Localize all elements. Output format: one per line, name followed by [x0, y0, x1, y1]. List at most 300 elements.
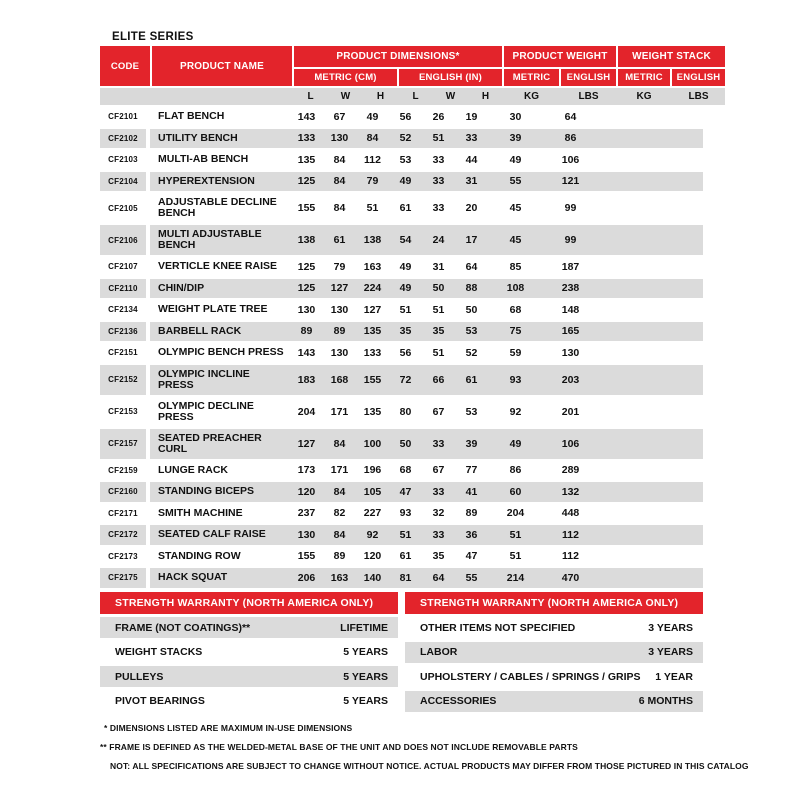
spec-cell-value: 112 — [562, 528, 579, 541]
spec-cell-value — [650, 322, 703, 342]
spec-cell-value: 93 — [399, 507, 412, 520]
spec-cell-value: 55 — [509, 175, 522, 188]
spec-cell-code: CF2171 — [100, 504, 150, 524]
spec-cell-value: 51 — [509, 528, 522, 541]
spec-cell-value: 59 — [509, 346, 522, 359]
spec-cell-value: 33 — [432, 528, 445, 541]
unit-label: LBS — [688, 91, 709, 102]
spec-row — [100, 343, 703, 363]
warranty-row — [100, 642, 398, 663]
warranty-item-value: 5 YEARS — [343, 670, 388, 683]
spec-cell-code: CF2160 — [100, 482, 150, 502]
spec-cell-value: 173 — [297, 464, 316, 477]
warranty-right-title: STRENGTH WARRANTY (NORTH AMERICA ONLY) — [405, 592, 703, 614]
spec-cell-value: 67 — [432, 405, 445, 418]
spec-cell-value: 88 — [465, 282, 478, 295]
spec-cell-value — [598, 525, 650, 545]
unit-label: H — [481, 91, 490, 102]
unit-label: KG — [636, 91, 652, 102]
spec-cell-value: 121 — [561, 175, 580, 188]
spec-cell-value: 35 — [432, 325, 445, 338]
spec-cell-value: 56 — [399, 110, 412, 123]
spec-cell-value: 204 — [506, 507, 525, 520]
spec-cell-value: 53 — [465, 405, 478, 418]
unit-label: W — [445, 91, 456, 102]
spec-row — [100, 365, 703, 395]
spec-cell-code: CF2172 — [100, 525, 150, 545]
spec-cell-value: 163 — [363, 260, 382, 273]
spec-cell-product-name: FLAT BENCH — [158, 110, 225, 123]
spec-cell-value — [650, 397, 703, 427]
spec-cell-value: 183 — [297, 373, 316, 386]
spec-cell-value: 138 — [363, 234, 382, 246]
spec-cell-value: 33 — [432, 485, 445, 498]
warranty-section — [100, 592, 703, 712]
spec-cell-code: CF2102 — [100, 129, 150, 149]
spec-cell-code: CF2107 — [100, 257, 150, 277]
spec-row — [100, 150, 703, 170]
col-header-weight-metric: METRIC — [504, 69, 559, 86]
spec-cell-code: CF2151 — [100, 343, 150, 363]
spec-row — [100, 397, 703, 427]
col-header-weight-stack: WEIGHT STACK — [618, 46, 725, 67]
spec-row — [100, 193, 703, 223]
spec-cell-value: 33 — [465, 132, 478, 145]
spec-cell-value: 196 — [363, 464, 382, 477]
warranty-table-left — [100, 592, 398, 712]
spec-cell-value: 214 — [506, 571, 525, 584]
spec-cell-value — [650, 547, 703, 567]
spec-cell-value: 125 — [297, 175, 316, 188]
spec-cell-code: CF2110 — [100, 279, 150, 299]
spec-cell-value: 33 — [432, 153, 445, 166]
spec-cell-value: 79 — [366, 175, 379, 188]
col-header-code: CODE — [100, 46, 150, 86]
spec-row — [100, 504, 703, 524]
warranty-row — [405, 666, 703, 687]
warranty-row — [405, 617, 703, 638]
spec-cell-value: 49 — [509, 437, 522, 450]
spec-cell-code: CF2106 — [100, 225, 150, 255]
spec-row — [100, 547, 703, 567]
spec-cell-value — [598, 107, 650, 127]
spec-cell-code: CF2153 — [100, 397, 150, 427]
spec-cell-value — [598, 461, 650, 481]
spec-cell-value: 84 — [333, 202, 346, 214]
series-title: ELITE SERIES — [112, 31, 194, 43]
warranty-left-title: STRENGTH WARRANTY (NORTH AMERICA ONLY) — [100, 592, 398, 614]
spec-cell-value — [598, 193, 650, 223]
spec-cell-value: 84 — [366, 132, 379, 145]
unit-label: LBS — [578, 91, 599, 102]
spec-cell-value: 155 — [297, 550, 316, 563]
spec-cell-value: 51 — [399, 303, 412, 316]
spec-cell-product-name: STANDING ROW — [158, 549, 241, 562]
spec-cell-value — [598, 429, 650, 459]
spec-cell-value: 49 — [399, 175, 412, 188]
spec-cell-value: 32 — [432, 507, 445, 520]
spec-cell-value — [598, 482, 650, 502]
spec-cell-value: 51 — [432, 132, 445, 145]
spec-cell-value: 26 — [432, 110, 445, 123]
spec-cell-code: CF2152 — [100, 365, 150, 395]
warranty-item-label: FRAME (NOT COATINGS)** — [115, 621, 251, 634]
spec-cell-code: CF2173 — [100, 547, 150, 567]
spec-row — [100, 107, 703, 127]
spec-table-header — [100, 46, 721, 105]
spec-row — [100, 482, 703, 502]
spec-cell-value: 51 — [399, 528, 412, 541]
spec-cell-product-name: WEIGHT PLATE TREE — [158, 303, 268, 316]
spec-cell-value: 89 — [333, 550, 346, 563]
spec-cell-value — [598, 257, 650, 277]
warranty-item-label: OTHER ITEMS NOT SPECIFIED — [420, 621, 576, 634]
warranty-row — [100, 666, 398, 687]
spec-cell-value: 130 — [297, 528, 316, 541]
spec-row — [100, 461, 703, 481]
col-header-english-in: ENGLISH (IN) — [399, 69, 502, 86]
spec-cell-value — [650, 504, 703, 524]
col-header-product-name: PRODUCT NAME — [152, 46, 292, 86]
spec-cell-value: 163 — [330, 571, 349, 584]
spec-cell-value — [598, 300, 650, 320]
spec-cell-code: CF2105 — [100, 193, 150, 223]
spec-cell-product-name: SMITH MACHINE — [158, 506, 243, 519]
spec-cell-code: CF2159 — [100, 461, 150, 481]
spec-cell-value: 75 — [509, 325, 522, 338]
spec-cell-value: 68 — [399, 464, 412, 477]
spec-cell-value — [650, 129, 703, 149]
spec-cell-value: 135 — [297, 153, 316, 166]
spec-cell-value: 47 — [399, 485, 412, 498]
spec-table-body — [100, 107, 703, 588]
spec-cell-value: 148 — [561, 303, 580, 316]
spec-cell-value: 60 — [509, 485, 522, 498]
spec-cell-value: 52 — [465, 346, 478, 359]
spec-cell-value: 133 — [297, 132, 316, 145]
spec-cell-value: 143 — [297, 346, 316, 359]
warranty-row — [100, 691, 398, 712]
spec-cell-value — [598, 172, 650, 192]
spec-row — [100, 568, 703, 588]
spec-cell-value — [650, 300, 703, 320]
spec-cell-value: 61 — [333, 234, 346, 246]
spec-cell-value: 127 — [297, 437, 316, 450]
spec-cell-value: 125 — [297, 260, 316, 273]
spec-cell-value: 155 — [363, 373, 382, 386]
spec-cell-value: 138 — [297, 234, 316, 246]
spec-cell-value: 56 — [399, 346, 412, 359]
spec-cell-value: 99 — [564, 234, 577, 246]
spec-cell-value — [650, 193, 703, 223]
spec-cell-value: 204 — [297, 405, 316, 418]
spec-cell-value — [650, 568, 703, 588]
warranty-item-value: 3 YEARS — [648, 646, 693, 658]
spec-cell-value: 35 — [432, 550, 445, 563]
spec-cell-value: 171 — [330, 405, 349, 418]
spec-cell-value: 51 — [366, 202, 379, 214]
spec-cell-value: 89 — [465, 507, 478, 520]
spec-cell-value: 127 — [363, 303, 382, 316]
spec-cell-value: 106 — [561, 153, 580, 166]
spec-cell-code: CF2104 — [100, 172, 150, 192]
spec-cell-value: 68 — [509, 303, 522, 316]
spec-cell-value — [650, 225, 703, 255]
unit-label: KG — [524, 91, 539, 102]
warranty-item-value: 5 YEARS — [343, 695, 388, 707]
spec-cell-value: 93 — [509, 373, 522, 386]
spec-cell-value: 84 — [333, 175, 346, 188]
spec-cell-value: 106 — [561, 437, 580, 450]
spec-cell-product-name: OLYMPIC INCLINE PRESS — [158, 367, 250, 391]
warranty-item-value: 1 YEAR — [655, 670, 693, 683]
spec-cell-value: 86 — [564, 132, 577, 145]
spec-cell-value: 89 — [333, 325, 346, 338]
spec-cell-product-name: STANDING BICEPS — [158, 485, 255, 498]
catalog-page — [100, 31, 749, 780]
spec-cell-value — [598, 150, 650, 170]
spec-cell-value: 41 — [465, 485, 478, 498]
spec-row — [100, 429, 703, 459]
spec-cell-value: 39 — [509, 132, 522, 145]
spec-cell-product-name: HYPEREXTENSION — [158, 174, 255, 187]
col-header-product-weight: PRODUCT WEIGHT — [504, 46, 616, 67]
spec-cell-value: 61 — [399, 550, 412, 563]
spec-cell-value: 49 — [509, 153, 522, 166]
spec-cell-product-name: LUNGE RACK — [158, 463, 228, 476]
spec-cell-value: 125 — [297, 282, 316, 295]
spec-cell-value: 130 — [561, 346, 580, 359]
spec-cell-value: 45 — [509, 234, 522, 246]
spec-cell-value: 127 — [330, 282, 349, 295]
spec-cell-value: 31 — [465, 175, 478, 188]
spec-cell-product-name: MULTI-AB BENCH — [158, 153, 249, 166]
warranty-item-value: LIFETIME — [340, 621, 388, 634]
warranty-item-label: PIVOT BEARINGS — [115, 695, 205, 707]
spec-cell-value — [598, 279, 650, 299]
spec-cell-value: 44 — [465, 153, 478, 166]
spec-cell-value: 135 — [363, 405, 382, 418]
spec-cell-value: 84 — [333, 528, 346, 541]
warranty-item-label: PULLEYS — [115, 670, 164, 683]
unit-label: W — [340, 91, 351, 102]
spec-cell-value: 133 — [363, 346, 382, 359]
spec-cell-value: 77 — [465, 464, 478, 477]
spec-cell-value: 130 — [297, 303, 316, 316]
spec-cell-value: 132 — [561, 485, 580, 498]
spec-cell-product-name: SEATED PREACHER CURL — [158, 431, 262, 455]
spec-cell-code: CF2134 — [100, 300, 150, 320]
spec-cell-value: 47 — [465, 550, 478, 563]
spec-cell-value: 130 — [330, 132, 349, 145]
col-header-stack-metric: METRIC — [618, 69, 670, 86]
spec-cell-value: 51 — [432, 303, 445, 316]
spec-cell-value — [598, 225, 650, 255]
spec-cell-value: 238 — [561, 282, 580, 295]
spec-cell-value — [650, 525, 703, 545]
warranty-item-value: 6 MONTHS — [638, 695, 693, 707]
spec-cell-value: 89 — [300, 325, 313, 338]
spec-cell-value: 35 — [399, 325, 412, 338]
spec-cell-value: 171 — [330, 464, 349, 477]
spec-cell-value: 30 — [509, 110, 522, 123]
spec-cell-value: 49 — [366, 110, 379, 123]
footnote-frame: ** FRAME IS DEFINED AS THE WELDED-METAL BASE OF THE UNIT AND DOES NOT INCLUDE REMOVABLE PARTS — [100, 741, 578, 752]
spec-cell-value: 140 — [363, 571, 382, 584]
spec-cell-value: 224 — [363, 282, 382, 295]
spec-cell-value: 108 — [506, 282, 525, 295]
spec-cell-value: 39 — [465, 437, 478, 450]
spec-cell-value: 120 — [363, 550, 382, 563]
spec-cell-value: 50 — [399, 437, 412, 450]
warranty-item-value: 5 YEARS — [343, 646, 388, 658]
spec-cell-value: 86 — [509, 464, 522, 477]
spec-cell-value: 64 — [432, 571, 445, 584]
spec-cell-value — [598, 504, 650, 524]
spec-cell-value: 61 — [399, 202, 412, 214]
spec-cell-value: 81 — [399, 571, 412, 584]
spec-row — [100, 300, 703, 320]
spec-cell-value: 33 — [432, 175, 445, 188]
spec-cell-code: CF2175 — [100, 568, 150, 588]
spec-cell-value: 33 — [432, 202, 445, 214]
spec-row — [100, 172, 703, 192]
spec-cell-product-name: ADJUSTABLE DECLINE BENCH — [158, 196, 277, 219]
spec-cell-value: 92 — [509, 405, 522, 418]
spec-cell-value — [650, 172, 703, 192]
spec-cell-value: 55 — [465, 571, 478, 584]
spec-cell-value: 20 — [465, 202, 478, 214]
spec-cell-value: 67 — [432, 464, 445, 477]
spec-cell-code: CF2103 — [100, 150, 150, 170]
spec-cell-value — [650, 482, 703, 502]
spec-cell-product-name: SEATED CALF RAISE — [158, 528, 266, 541]
footnote-dimensions: * DIMENSIONS LISTED ARE MAXIMUM IN-USE DIMENSIONS — [104, 722, 353, 733]
spec-cell-value — [650, 279, 703, 299]
spec-cell-value — [650, 365, 703, 395]
spec-cell-value — [598, 129, 650, 149]
spec-cell-value — [650, 150, 703, 170]
spec-cell-value: 53 — [465, 325, 478, 338]
spec-cell-product-name: MULTI ADJUSTABLE BENCH — [158, 228, 262, 251]
spec-cell-value: 84 — [333, 485, 346, 498]
spec-cell-value: 84 — [333, 153, 346, 166]
warranty-item-label: ACCESSORIES — [420, 695, 497, 707]
spec-cell-value: 84 — [333, 437, 346, 450]
spec-cell-value: 52 — [399, 132, 412, 145]
col-header-metric-cm: METRIC (CM) — [294, 69, 397, 86]
spec-cell-value: 203 — [561, 373, 580, 386]
spec-cell-value — [598, 568, 650, 588]
spec-cell-value: 67 — [333, 110, 346, 123]
spec-cell-value: 100 — [363, 437, 382, 450]
spec-cell-value: 19 — [465, 110, 478, 123]
footnote-specifications: NOT: ALL SPECIFICATIONS ARE SUBJECT TO CHANGE WITHOUT NOTICE. ACTUAL PRODUCTS MAY DIFFER FROM THOSE PICTURED IN THIS CATALOG — [110, 760, 749, 771]
col-header-stack-english: ENGLISH — [672, 69, 725, 86]
spec-cell-value: 54 — [399, 234, 412, 246]
warranty-item-label: LABOR — [420, 646, 458, 658]
spec-cell-product-name: UTILITY BENCH — [158, 131, 238, 144]
spec-cell-product-name: OLYMPIC DECLINE PRESS — [158, 399, 254, 423]
spec-cell-value: 36 — [465, 528, 478, 541]
spec-cell-product-name: CHIN/DIP — [158, 281, 205, 294]
spec-cell-value: 130 — [330, 303, 349, 316]
col-header-weight-english: ENGLISH — [561, 69, 616, 86]
spec-row — [100, 129, 703, 149]
spec-row — [100, 257, 703, 277]
spec-cell-value: 79 — [333, 260, 346, 273]
warranty-row — [405, 642, 703, 663]
spec-cell-value — [650, 429, 703, 459]
spec-cell-value: 51 — [509, 550, 522, 563]
warranty-row — [100, 617, 398, 638]
warranty-item-label: WEIGHT STACKS — [115, 646, 203, 658]
spec-cell-value: 92 — [366, 528, 379, 541]
spec-cell-value: 51 — [432, 346, 445, 359]
spec-cell-product-name: HACK SQUAT — [158, 571, 228, 584]
spec-cell-value: 50 — [432, 282, 445, 295]
spec-cell-value: 80 — [399, 405, 412, 418]
spec-cell-value — [598, 397, 650, 427]
spec-cell-value: 448 — [561, 507, 580, 520]
warranty-item-label: UPHOLSTERY / CABLES / SPRINGS / GRIPS — [420, 670, 641, 683]
spec-cell-value: 201 — [561, 405, 580, 418]
spec-cell-value: 168 — [330, 373, 349, 386]
spec-cell-value — [598, 547, 650, 567]
spec-cell-value: 120 — [297, 485, 316, 498]
spec-cell-value: 155 — [297, 202, 316, 214]
spec-cell-value: 470 — [561, 571, 580, 584]
spec-cell-value: 130 — [330, 346, 349, 359]
warranty-row — [405, 691, 703, 712]
warranty-left-rows — [100, 617, 398, 712]
warranty-table-right — [405, 592, 703, 712]
spec-cell-value: 143 — [297, 110, 316, 123]
spec-cell-code: CF2157 — [100, 429, 150, 459]
spec-cell-value: 206 — [297, 571, 316, 584]
spec-cell-product-name: OLYMPIC BENCH PRESS — [158, 346, 284, 359]
spec-row — [100, 322, 703, 342]
spec-cell-value: 61 — [465, 373, 478, 386]
spec-cell-value: 64 — [465, 260, 478, 273]
spec-cell-value: 31 — [432, 260, 445, 273]
spec-cell-value — [650, 343, 703, 363]
spec-cell-value: 64 — [564, 110, 577, 123]
spec-cell-value: 227 — [363, 507, 382, 520]
spec-cell-value — [650, 461, 703, 481]
spec-cell-value: 112 — [364, 153, 381, 166]
spec-cell-value — [650, 107, 703, 127]
spec-cell-value: 112 — [562, 550, 579, 563]
spec-cell-value: 50 — [465, 303, 478, 316]
unit-label: H — [376, 91, 385, 102]
spec-cell-value: 24 — [432, 234, 445, 246]
spec-cell-value: 49 — [399, 260, 412, 273]
spec-cell-product-name: VERTICLE KNEE RAISE — [158, 260, 278, 273]
warranty-right-rows — [405, 617, 703, 712]
spec-cell-value: 289 — [561, 464, 580, 477]
spec-cell-value — [598, 343, 650, 363]
spec-cell-value: 165 — [561, 325, 580, 338]
spec-cell-value: 45 — [509, 202, 522, 214]
spec-cell-value: 99 — [564, 202, 577, 214]
unit-label: L — [307, 91, 314, 102]
spec-cell-value: 17 — [465, 234, 478, 246]
spec-cell-value: 85 — [509, 260, 522, 273]
spec-cell-value: 66 — [432, 373, 445, 386]
spec-cell-value: 237 — [297, 507, 316, 520]
spec-row — [100, 225, 703, 255]
